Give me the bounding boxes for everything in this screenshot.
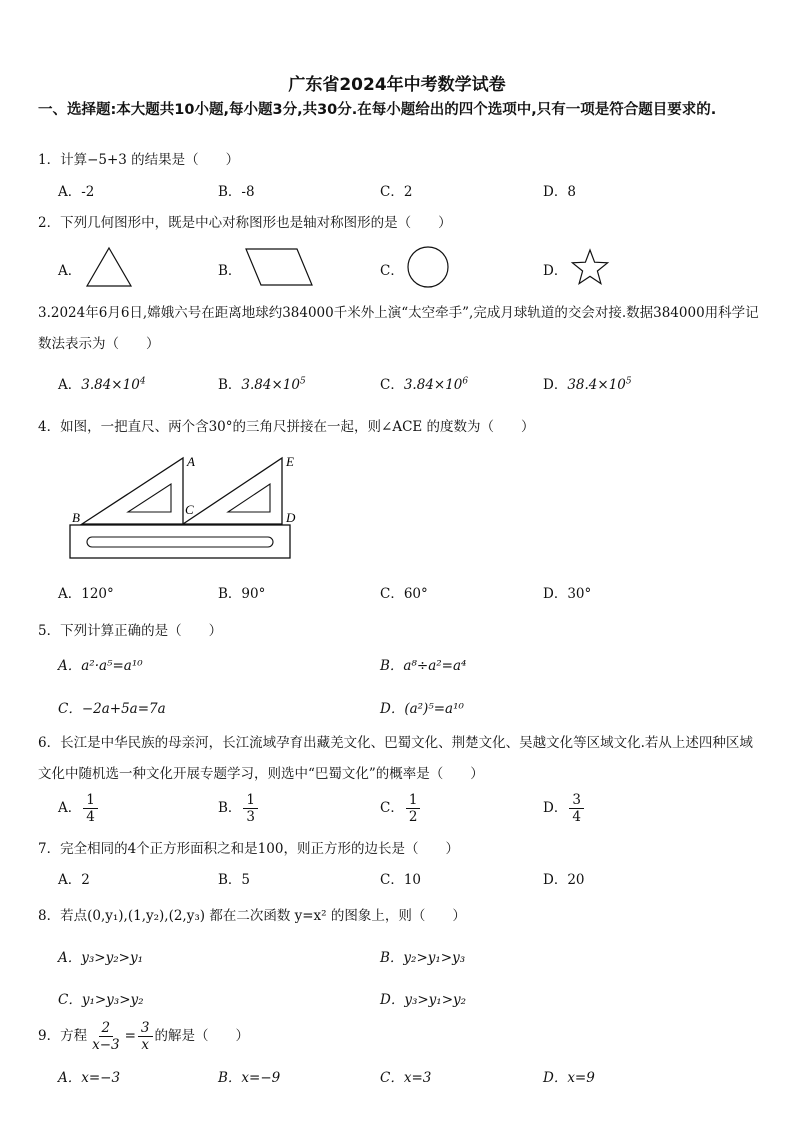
section-heading: 一、选择题:本大题共10小题,每小题3分,共30分.在每小题给出的四个选项中,只有一项是符合题目要求的. — [38, 102, 717, 118]
option-c[interactable]: C．$3.84\times 10^6$ — [380, 376, 469, 393]
option-b[interactable]: B．$3.84\times 10^5$ — [218, 376, 306, 393]
option-a[interactable]: A． — [58, 263, 82, 279]
page-title: 广东省2024年中考数学试卷 — [288, 75, 506, 95]
question-stem: 7．完全相同的4个正方形面积之和是100，则正方形的边长是（ ） — [38, 841, 459, 857]
star-icon — [570, 248, 610, 286]
option-b[interactable]: B．x=−9 — [218, 1070, 281, 1086]
option-a[interactable]: A．$3.84\times 10^4$ — [58, 376, 146, 393]
point-label: D — [286, 510, 296, 525]
point-label: C — [185, 502, 194, 517]
triangle-icon — [84, 245, 134, 289]
option-a[interactable]: A．120° — [58, 586, 114, 602]
option-c[interactable]: C．2 — [380, 184, 413, 200]
option-c[interactable]: C．−2a+5a=7a — [58, 701, 166, 717]
question-stem: 5．下列计算正确的是（ ） — [38, 623, 223, 639]
option-d[interactable]: D． — [543, 263, 568, 279]
option-b[interactable]: B．-8 — [218, 184, 255, 200]
question-stem: 6．长江是中华民族的母亲河，长江流域孕育出藏羌文化、巴蜀文化、荆楚文化、吴越文化等区域文化.若从上述四种区域文化中随机选一种文化开展专题学习，则选中“巴蜀文化”的概率是（ ） — [38, 735, 753, 782]
option-a[interactable]: A． $\frac{1}{4}$ — [58, 792, 100, 825]
question-stem: 9．方程 $\frac{2}{x-3}$ = $\frac{3}{x}$ 的解是（ ） — [38, 1020, 250, 1053]
option-c[interactable]: C． $\frac{1}{2}$ — [380, 792, 422, 825]
option-d[interactable]: D．20 — [543, 872, 585, 888]
option-b[interactable]: B． $\frac{1}{3}$ — [218, 792, 260, 825]
option-b[interactable]: B．90° — [218, 586, 266, 602]
option-a[interactable]: A．y₃>y₂>y₁ — [58, 950, 143, 966]
option-c[interactable]: C． — [380, 263, 404, 279]
circle-icon — [405, 245, 451, 289]
option-c[interactable]: C．x=3 — [380, 1070, 432, 1086]
question-stem: 2．下列几何图形中，既是中心对称图形也是轴对称图形的是（ ） — [38, 215, 452, 231]
question-stem: 1．计算−5+3 的结果是（ ） — [38, 152, 240, 168]
option-c[interactable]: C．y₁>y₃>y₂ — [58, 992, 144, 1008]
option-d[interactable]: D．y₃>y₁>y₂ — [380, 992, 467, 1008]
option-c[interactable]: C．10 — [380, 872, 422, 888]
parallelogram-icon — [243, 246, 315, 288]
option-d[interactable]: D．x=9 — [543, 1070, 595, 1086]
option-b[interactable]: B．5 — [218, 872, 251, 888]
option-a[interactable]: A．a²·a⁵=a¹⁰ — [58, 658, 143, 674]
ruler-triangles-figure — [66, 450, 296, 570]
option-d[interactable]: D． $\frac{3}{4}$ — [543, 792, 586, 825]
option-d[interactable]: D．$38.4\times 10^5$ — [543, 376, 632, 393]
point-label: B — [72, 510, 80, 525]
question-stem: 3.2024年6月6日,嫦娥六号在距离地球约384000千米外上演“太空牵手”,完成月球轨道的交会对接.数据384000用科学记数法表示为（ ） — [38, 305, 759, 352]
question-stem: 4．如图，一把直尺、两个含30°的三角尺拼接在一起，则∠ACE 的度数为（ ） — [38, 419, 535, 435]
option-b[interactable]: B． — [218, 263, 242, 279]
option-d[interactable]: D．8 — [543, 184, 576, 200]
option-b[interactable]: B．y₂>y₁>y₃ — [380, 950, 466, 966]
option-a[interactable]: A．-2 — [58, 184, 95, 200]
option-c[interactable]: C．60° — [380, 586, 428, 602]
option-d[interactable]: D．(a²)⁵=a¹⁰ — [380, 701, 464, 717]
option-a[interactable]: A．2 — [58, 872, 90, 888]
point-label: E — [286, 454, 294, 469]
option-a[interactable]: A．x=−3 — [58, 1070, 121, 1086]
question-stem: 8．若点(0,y₁),(1,y₂),(2,y₃) 都在二次函数 y=x² 的图象上，则（ ） — [38, 908, 466, 924]
point-label: A — [187, 454, 195, 469]
option-b[interactable]: B．a⁸÷a²=a⁴ — [380, 658, 467, 674]
option-d[interactable]: D．30° — [543, 586, 592, 602]
